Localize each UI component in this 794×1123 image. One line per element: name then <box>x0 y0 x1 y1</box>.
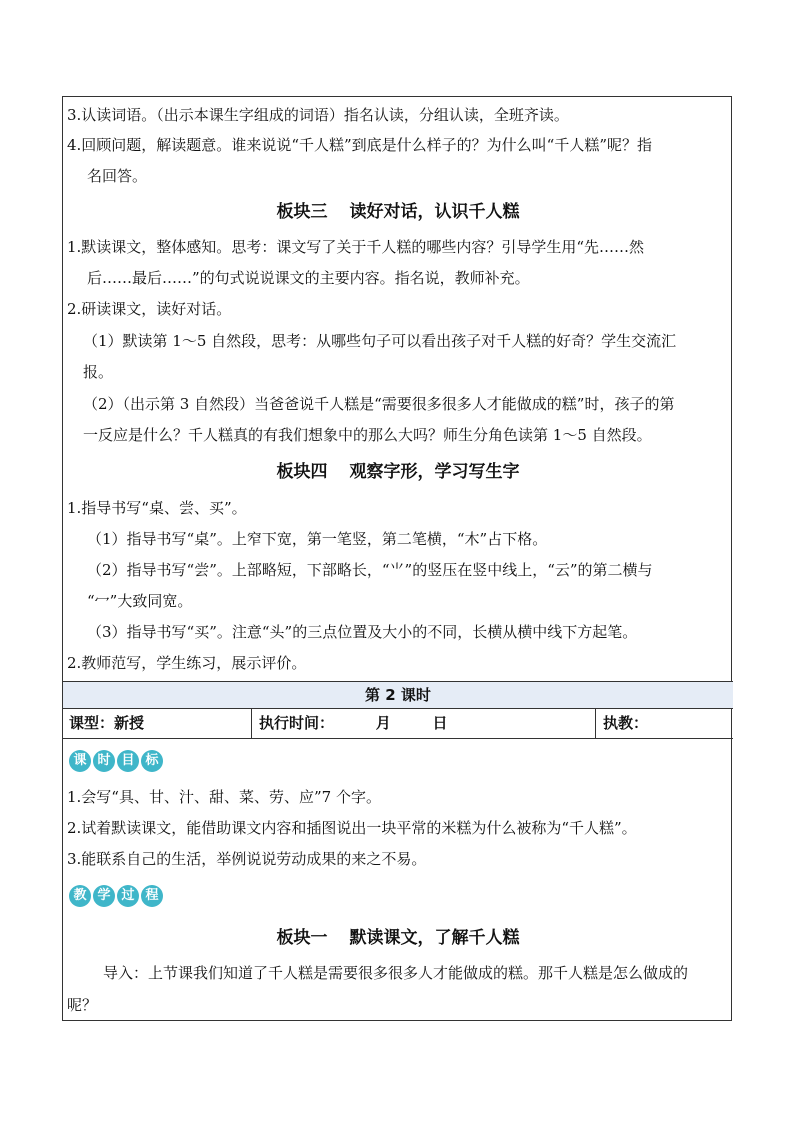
badge-char: 标 <box>141 750 163 772</box>
process-badge <box>69 885 163 907</box>
section-title: 观察字形，学习写生字 <box>349 462 520 482</box>
section-title: 默读课文，了解千人糕 <box>349 928 520 948</box>
text-line: 2.试着默读课文，能借助课文内容和插图说出一块平常的米糕为什么被称为“千人糕”。 <box>67 819 637 837</box>
lesson-2-header: 第 2 课时 <box>63 681 733 709</box>
text-line: 3.认读词语。（出示本课生字组成的词语）指名认读，分组认读，全班齐读。 <box>67 106 569 124</box>
section-heading-1 <box>63 927 733 949</box>
badge-char: 过 <box>117 885 139 907</box>
section-heading-4 <box>63 461 733 483</box>
text-line: 2.研读课文，读好对话。 <box>67 300 232 318</box>
text-line: 呢？ <box>67 996 98 1014</box>
badge-char: 时 <box>93 750 115 772</box>
badge-char: 目 <box>117 750 139 772</box>
divider <box>595 709 596 738</box>
text-line: 1.指导书写“桌、尝、买”。 <box>67 499 247 517</box>
text-line: 3.能联系自己的生活，举例说说劳动成果的来之不易。 <box>67 850 427 868</box>
text-line: （2）指导书写“尝”。上部略短，下部略长，“⺌”的竖压在竖中线上，“云”的第二横与 <box>87 561 653 579</box>
lesson-type: 课型：新授 <box>69 714 145 732</box>
divider <box>251 709 252 738</box>
text-line: 导入：上节课我们知道了千人糕是需要很多很多人才能做成的糕。那千人糕是怎么做成的 <box>103 964 689 982</box>
badge-char: 程 <box>141 885 163 907</box>
text-line: 1.默读课文，整体感知。思考：课文写了关于千人糕的哪些内容？引导学生用“先……然 <box>67 238 644 256</box>
badge-char: 教 <box>69 885 91 907</box>
text-line: 名回答。 <box>87 167 148 185</box>
text-line: （1）默读第 1～5 自然段，思考：从哪些句子可以看出孩子对千人糕的好奇？学生交流汇 <box>83 332 677 350</box>
text-line: （1）指导书写“桌”。上窄下宽，第一笔竖，第二笔横，“木”占下格。 <box>87 530 548 548</box>
section-number: 板块一 <box>276 928 328 948</box>
lesson-teacher: 执教： <box>603 714 649 732</box>
lesson-time: 执行时间： 月 日 <box>259 714 448 732</box>
text-line: 1.会写“具、甘、汁、甜、菜、劳、应”7 个字。 <box>67 788 381 806</box>
badge-char: 课 <box>69 750 91 772</box>
section-title: 读好对话，认识千人糕 <box>349 202 520 222</box>
text-line: 后……最后……”的句式说说课文的主要内容。指名说，教师补充。 <box>87 269 530 287</box>
text-line: “冖”大致同宽。 <box>87 592 193 610</box>
badge-char: 学 <box>93 885 115 907</box>
lesson-info-row <box>63 709 733 739</box>
section-heading-3 <box>63 201 733 223</box>
section-number: 板块四 <box>276 462 328 482</box>
section-number: 板块三 <box>276 202 328 222</box>
text-line: 报。 <box>83 363 114 381</box>
lesson-plan-table <box>62 96 732 1021</box>
text-line: （2）（出示第 3 自然段）当爸爸说千人糕是“需要很多很多人才能做成的糕”时，孩子的第 <box>83 395 675 413</box>
text-line: 一反应是什么？千人糕真的有我们想象中的那么大吗？师生分角色读第 1～5 自然段。 <box>83 426 652 444</box>
text-line: 2.教师范写，学生练习，展示评价。 <box>67 654 307 672</box>
text-line: 4.回顾问题，解读题意。谁来说说“千人糕”到底是什么样子的？为什么叫“千人糕”呢？指 <box>67 136 652 154</box>
text-line: （3）指导书写“买”。注意“头”的三点位置及大小的不同，长横从横中线下方起笔。 <box>87 623 638 641</box>
goals-badge <box>69 750 163 772</box>
